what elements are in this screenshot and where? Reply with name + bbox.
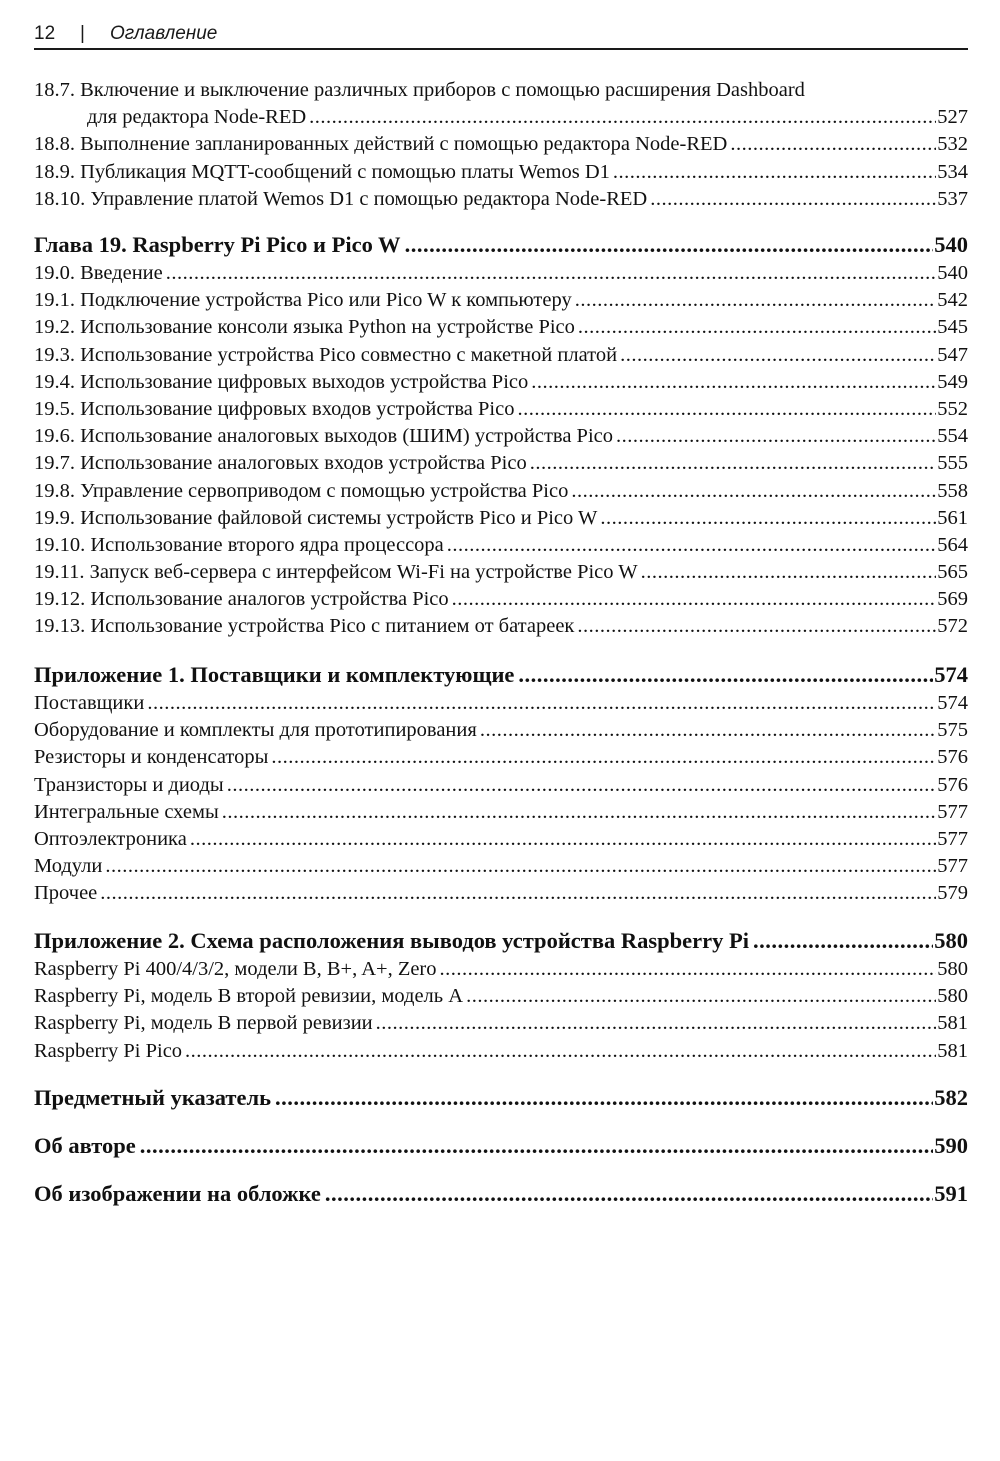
author-block <box>34 1131 968 1161</box>
cover-heading[interactable]: Об изображении на обложке ..... 591 <box>34 1179 968 1209</box>
page-number: 12 <box>34 23 56 44</box>
toc-entry[interactable]: 19.2. Использование консоли языка Python на устройстве Pico ..... 545 <box>34 314 968 341</box>
toc-entry-18-7[interactable]: для редактора Node-RED ..... 527 <box>34 104 968 131</box>
toc-entry[interactable]: Raspberry Pi, модель B первой ревизии ..... 581 <box>34 1010 968 1037</box>
toc-entry-18-10[interactable]: 18.10. Управление платой Wemos D1 с помощью редактора Node-RED ..... 537 <box>34 186 968 213</box>
toc-entry[interactable]: Оборудование и комплекты для прототипирования ..... 575 <box>34 717 968 744</box>
index-block <box>34 1083 968 1113</box>
toc-entry[interactable]: 19.0. Введение ..... 540 <box>34 260 968 287</box>
section-18-block <box>34 77 968 213</box>
toc-entry[interactable]: Прочее ..... 579 <box>34 880 968 907</box>
chapter-19-heading[interactable]: Глава 19. Raspberry Pi Pico и Pico W ..... 540 <box>34 230 968 260</box>
toc-entry-18-7-line1[interactable]: 18.7. Включение и выключение различных приборов с помощью расширения Dashboard <box>34 79 805 101</box>
header-title: Оглавление <box>110 23 218 44</box>
toc-entry-18-8[interactable]: 18.8. Выполнение запланированных действий с помощью редактора Node-RED ..... 532 <box>34 131 968 158</box>
appendix-1-heading[interactable]: Приложение 1. Поставщики и комплектующие ..... 574 <box>34 660 968 690</box>
toc-entry[interactable]: 19.8. Управление сервоприводом с помощью устройства Pico ..... 558 <box>34 478 968 505</box>
toc-entry[interactable]: 19.6. Использование аналоговых выходов (ШИМ) устройства Pico ..... 554 <box>34 423 968 450</box>
toc-entry[interactable]: 19.10. Использование второго ядра процессора ..... 564 <box>34 532 968 559</box>
toc-entry[interactable]: 19.12. Использование аналогов устройства Pico ..... 569 <box>34 586 968 613</box>
appendix-2-heading[interactable]: Приложение 2. Схема расположения выводов устройства Raspberry Pi ..... 580 <box>34 926 968 956</box>
toc-entry[interactable]: Резисторы и конденсаторы ..... 576 <box>34 744 968 771</box>
toc-entry[interactable]: Raspberry Pi 400/4/3/2, модели B, B+, A+, Zero ..... 580 <box>34 956 968 983</box>
toc-entry[interactable]: 19.5. Использование цифровых входов устройства Pico ..... 552 <box>34 396 968 423</box>
index-heading[interactable]: Предметный указатель ..... 582 <box>34 1083 968 1113</box>
toc-entry[interactable]: Модули ..... 577 <box>34 853 968 880</box>
toc-entry[interactable]: 19.11. Запуск веб-сервера с интерфейсом Wi-Fi на устройстве Pico W ..... 565 <box>34 559 968 586</box>
cover-block <box>34 1179 968 1209</box>
toc-entry[interactable]: 19.1. Подключение устройства Pico или Pico W к компьютеру ..... 542 <box>34 287 968 314</box>
appendix-2-block <box>34 926 968 1065</box>
running-header <box>34 22 968 50</box>
toc-entry[interactable]: 19.13. Использование устройства Pico с питанием от батареек ..... 572 <box>34 613 968 640</box>
header-separator: | <box>80 23 85 44</box>
toc-entry[interactable]: 19.7. Использование аналоговых входов устройства Pico ..... 555 <box>34 450 968 477</box>
toc-entry[interactable]: 19.4. Использование цифровых выходов устройства Pico ..... 549 <box>34 369 968 396</box>
toc-entry[interactable]: 19.3. Использование устройства Pico совместно с макетной платой ..... 547 <box>34 342 968 369</box>
toc-entry[interactable]: Интегральные схемы ..... 577 <box>34 799 968 826</box>
toc-entry[interactable]: Оптоэлектроника ..... 577 <box>34 826 968 853</box>
chapter-19-block <box>34 230 968 641</box>
toc-entry[interactable]: 19.9. Использование файловой системы устройств Pico и Pico W ..... 561 <box>34 505 968 532</box>
toc-entry[interactable]: Поставщики ..... 574 <box>34 690 968 717</box>
author-heading[interactable]: Об авторе ..... 590 <box>34 1131 968 1161</box>
appendix-1-block <box>34 660 968 908</box>
toc-entry[interactable]: Raspberry Pi Pico ..... 581 <box>34 1038 968 1065</box>
toc-entry-18-9[interactable]: 18.9. Публикация MQTT-сообщений с помощью платы Wemos D1 ..... 534 <box>34 159 968 186</box>
toc-entry[interactable]: Raspberry Pi, модель B второй ревизии, модель A ..... 580 <box>34 983 968 1010</box>
toc-entry[interactable]: Транзисторы и диоды ..... 576 <box>34 772 968 799</box>
